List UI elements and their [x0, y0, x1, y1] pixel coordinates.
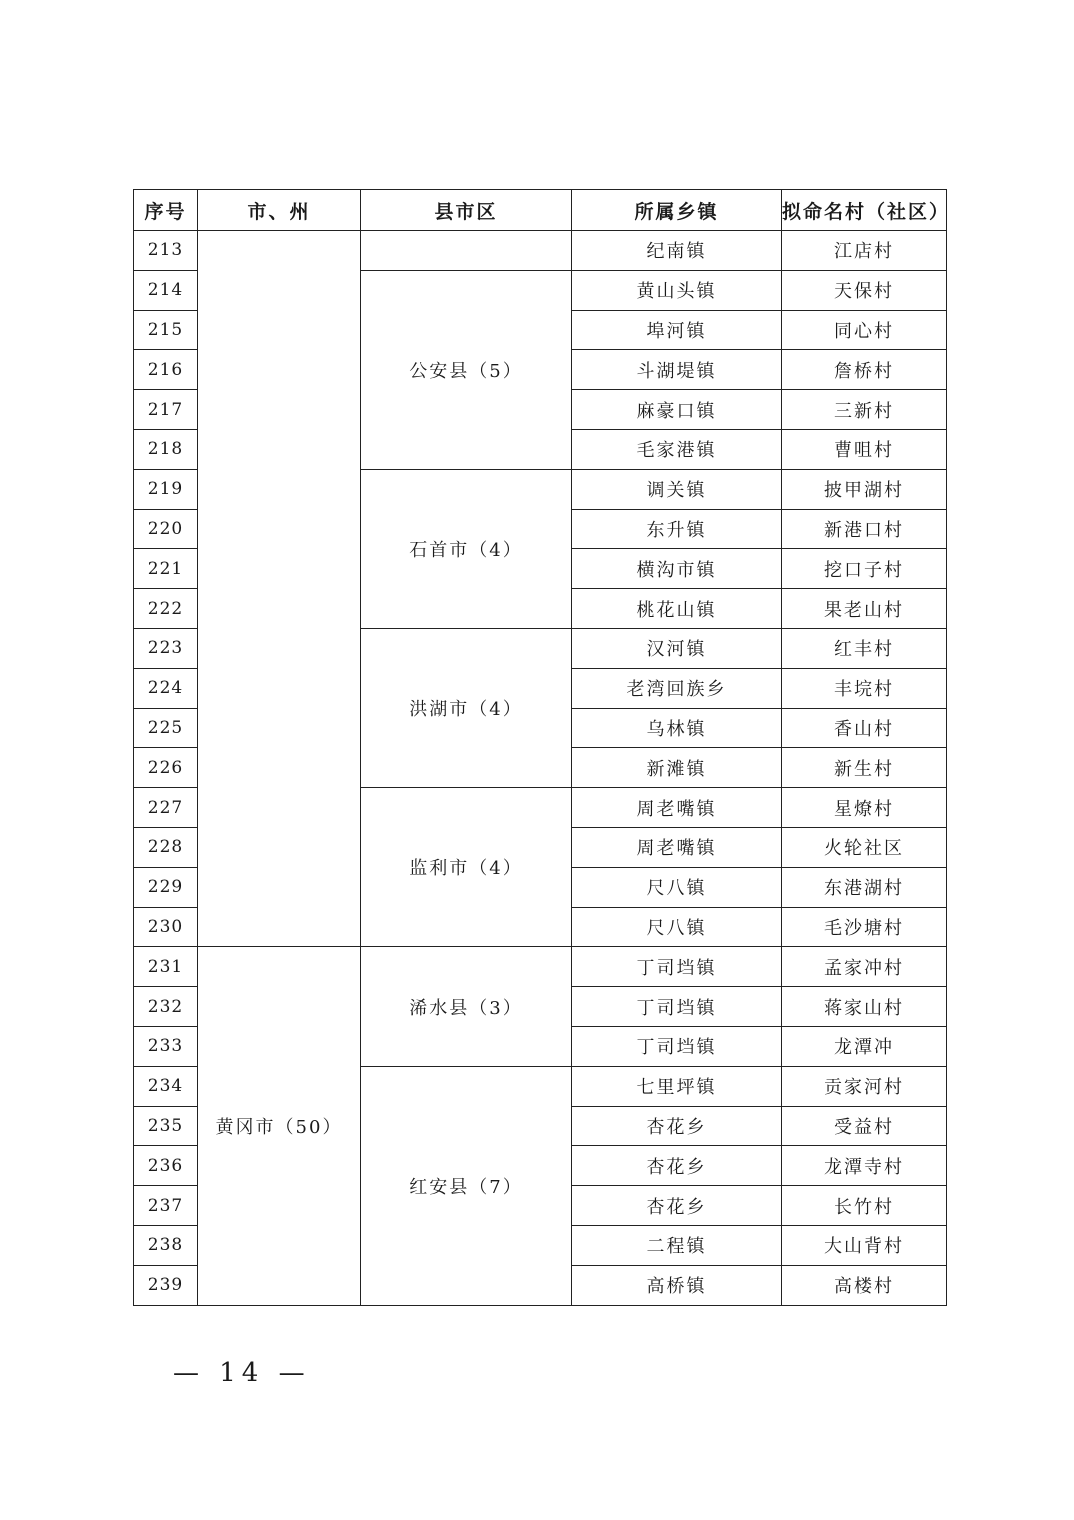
town-cell: 黄山头镇 [572, 270, 782, 310]
village-cell: 香山村 [782, 708, 947, 748]
table-header-row [134, 190, 947, 231]
town-cell: 调关镇 [572, 469, 782, 509]
row-no: 221 [134, 549, 198, 589]
row-no: 239 [134, 1265, 198, 1305]
village-list-table [133, 189, 951, 1306]
row-no: 218 [134, 429, 198, 469]
village-cell: 同心村 [782, 310, 947, 350]
town-cell: 七里坪镇 [572, 1066, 782, 1106]
row-no: 231 [134, 947, 198, 987]
row-no: 233 [134, 1026, 198, 1066]
row-no: 222 [134, 589, 198, 629]
row-no: 224 [134, 668, 198, 708]
village-cell: 毛沙塘村 [782, 907, 947, 947]
village-cell: 星燎村 [782, 788, 947, 828]
village-cell: 新生村 [782, 748, 947, 788]
town-cell: 埠河镇 [572, 310, 782, 350]
county-cell: 浠水县（3） [361, 947, 572, 1066]
row-no: 220 [134, 509, 198, 549]
row-no: 235 [134, 1106, 198, 1146]
row-no: 225 [134, 708, 198, 748]
city-cell [198, 231, 361, 947]
row-no: 227 [134, 788, 198, 828]
village-cell: 丰垸村 [782, 668, 947, 708]
row-no: 232 [134, 987, 198, 1027]
row-no: 219 [134, 469, 198, 509]
county-cell: 洪湖市（4） [361, 628, 572, 787]
town-cell: 杏花乡 [572, 1186, 782, 1226]
village-cell: 火轮社区 [782, 827, 947, 867]
village-cell: 龙潭寺村 [782, 1146, 947, 1186]
village-cell: 曹咀村 [782, 429, 947, 469]
village-cell: 江店村 [782, 231, 947, 271]
header-town: 所属乡镇 [572, 190, 782, 231]
village-cell: 贡家河村 [782, 1066, 947, 1106]
village-cell: 蒋家山村 [782, 987, 947, 1027]
table-row [134, 231, 947, 271]
row-no: 237 [134, 1186, 198, 1226]
town-cell: 丁司垱镇 [572, 987, 782, 1027]
county-cell [361, 231, 572, 271]
town-cell: 麻豪口镇 [572, 390, 782, 430]
village-cell: 挖口子村 [782, 549, 947, 589]
town-cell: 桃花山镇 [572, 589, 782, 629]
village-cell: 长竹村 [782, 1186, 947, 1226]
village-cell: 高楼村 [782, 1265, 947, 1305]
town-cell: 汉河镇 [572, 628, 782, 668]
page-number: — 14 — [173, 1358, 311, 1388]
town-cell: 斗湖堤镇 [572, 350, 782, 390]
row-no: 226 [134, 748, 198, 788]
village-cell: 孟家冲村 [782, 947, 947, 987]
town-cell: 乌林镇 [572, 708, 782, 748]
town-cell: 杏花乡 [572, 1106, 782, 1146]
row-no: 229 [134, 867, 198, 907]
village-cell: 龙潭冲 [782, 1026, 947, 1066]
village-cell: 天保村 [782, 270, 947, 310]
village-cell: 东港湖村 [782, 867, 947, 907]
header-city: 市、州 [198, 190, 361, 231]
header-village: 拟命名村（社区） [782, 190, 947, 231]
town-cell: 杏花乡 [572, 1146, 782, 1186]
table-row [134, 947, 947, 987]
village-cell: 詹桥村 [782, 350, 947, 390]
row-no: 216 [134, 350, 198, 390]
village-cell: 受益村 [782, 1106, 947, 1146]
town-cell: 丁司垱镇 [572, 1026, 782, 1066]
town-cell: 老湾回族乡 [572, 668, 782, 708]
town-cell: 丁司垱镇 [572, 947, 782, 987]
row-no: 236 [134, 1146, 198, 1186]
row-no: 228 [134, 827, 198, 867]
county-cell: 公安县（5） [361, 270, 572, 469]
town-cell: 东升镇 [572, 509, 782, 549]
town-cell: 周老嘴镇 [572, 827, 782, 867]
village-cell: 新港口村 [782, 509, 947, 549]
town-cell: 周老嘴镇 [572, 788, 782, 828]
row-no: 217 [134, 390, 198, 430]
header-no: 序号 [134, 190, 198, 231]
town-cell: 尺八镇 [572, 907, 782, 947]
town-cell: 新滩镇 [572, 748, 782, 788]
village-cell: 红丰村 [782, 628, 947, 668]
town-cell: 尺八镇 [572, 867, 782, 907]
row-no: 215 [134, 310, 198, 350]
town-cell: 纪南镇 [572, 231, 782, 271]
county-cell: 红安县（7） [361, 1066, 572, 1305]
county-cell: 石首市（4） [361, 469, 572, 628]
row-no: 230 [134, 907, 198, 947]
town-cell: 毛家港镇 [572, 429, 782, 469]
village-cell: 果老山村 [782, 589, 947, 629]
village-cell: 大山背村 [782, 1225, 947, 1265]
row-no: 213 [134, 231, 198, 271]
header-county: 县市区 [361, 190, 572, 231]
village-cell: 披甲湖村 [782, 469, 947, 509]
row-no: 238 [134, 1225, 198, 1265]
row-no: 234 [134, 1066, 198, 1106]
row-no: 223 [134, 628, 198, 668]
town-cell: 横沟市镇 [572, 549, 782, 589]
county-cell: 监利市（4） [361, 788, 572, 947]
city-cell: 黄冈市（50） [198, 947, 361, 1305]
village-cell: 三新村 [782, 390, 947, 430]
row-no: 214 [134, 270, 198, 310]
town-cell: 高桥镇 [572, 1265, 782, 1305]
town-cell: 二程镇 [572, 1225, 782, 1265]
